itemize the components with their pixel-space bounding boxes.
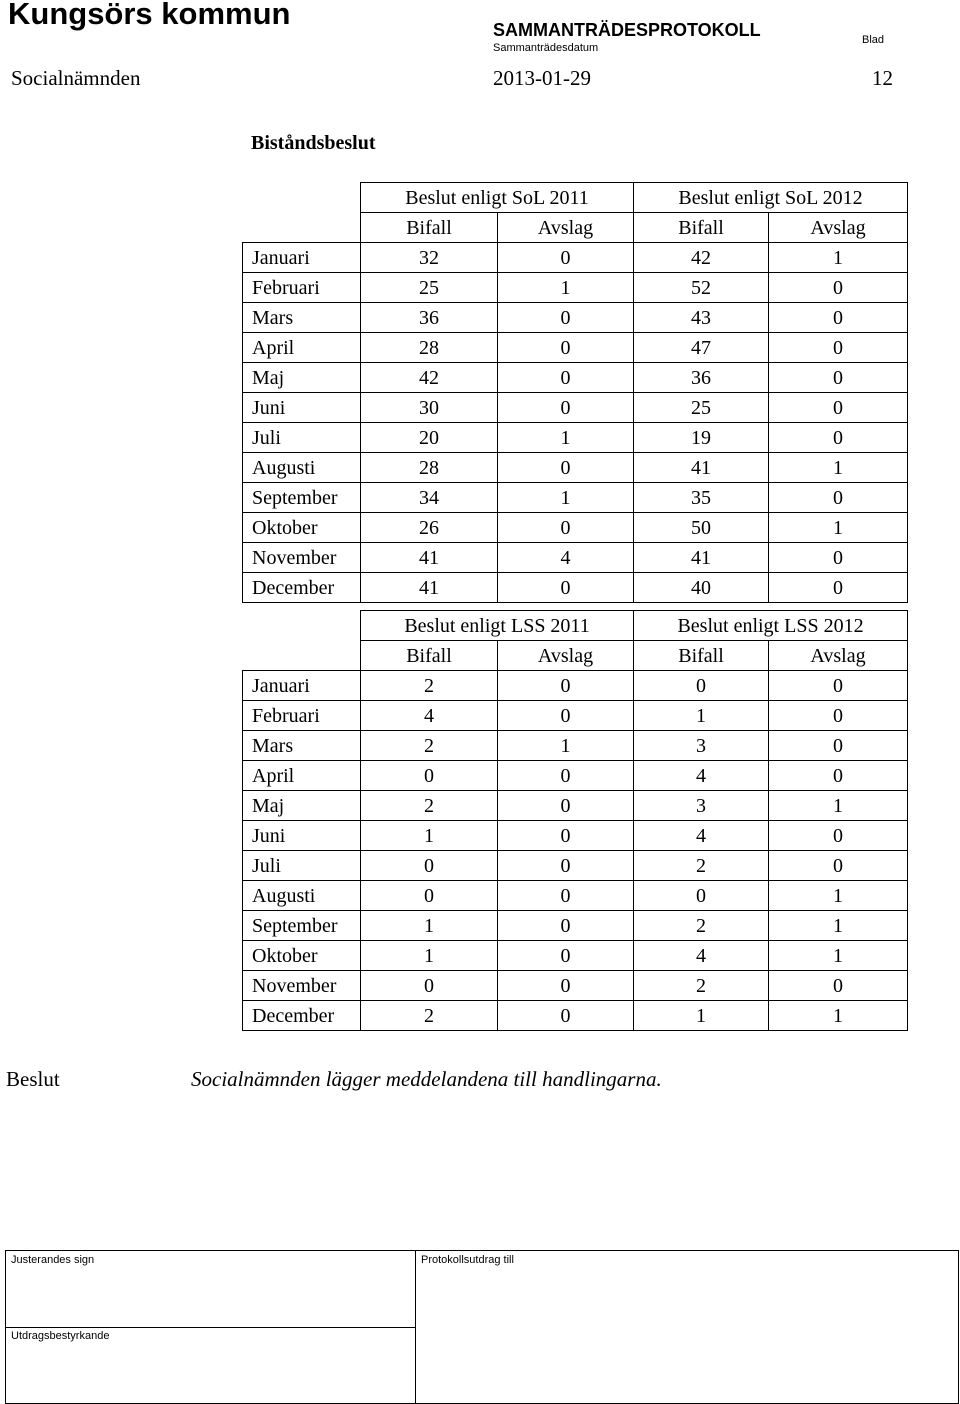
value-cell: 19 — [634, 423, 769, 453]
value-cell: 28 — [361, 453, 498, 483]
table-row — [243, 911, 908, 941]
value-cell: 0 — [498, 791, 634, 821]
value-cell: 0 — [769, 543, 908, 573]
value-cell: 42 — [634, 243, 769, 273]
group-header-row — [243, 611, 908, 641]
section-title: Biståndsbeslut — [251, 132, 376, 154]
month-cell: Juni — [243, 821, 361, 851]
subheader-row — [243, 641, 908, 671]
value-cell: 4 — [361, 701, 498, 731]
value-cell: 0 — [498, 1001, 634, 1031]
value-cell: 0 — [361, 761, 498, 791]
value-cell: 0 — [769, 821, 908, 851]
table-row — [243, 423, 908, 453]
value-cell: 0 — [498, 881, 634, 911]
sol-table-body — [243, 183, 908, 603]
value-cell: 0 — [769, 701, 908, 731]
column-header: Avslag — [769, 213, 908, 243]
value-cell: 1 — [361, 941, 498, 971]
lss-table-body — [243, 611, 908, 1031]
value-cell: 0 — [498, 453, 634, 483]
month-cell: Februari — [243, 701, 361, 731]
month-cell: Juli — [243, 423, 361, 453]
value-cell: 1 — [498, 273, 634, 303]
footer-divider-vertical — [415, 1251, 416, 1403]
table-row — [243, 881, 908, 911]
extract-to-label: Protokollsutdrag till — [421, 1254, 514, 1266]
month-cell: Maj — [243, 791, 361, 821]
value-cell: 30 — [361, 393, 498, 423]
group-header-row — [243, 183, 908, 213]
value-cell: 1 — [769, 1001, 908, 1031]
value-cell: 0 — [498, 303, 634, 333]
value-cell: 0 — [769, 761, 908, 791]
value-cell: 35 — [634, 483, 769, 513]
month-cell: April — [243, 333, 361, 363]
footer-divider-horizontal — [6, 1327, 415, 1328]
value-cell: 2 — [634, 971, 769, 1001]
value-cell: 0 — [498, 243, 634, 273]
month-cell: Maj — [243, 363, 361, 393]
value-cell: 47 — [634, 333, 769, 363]
value-cell: 32 — [361, 243, 498, 273]
value-cell: 52 — [634, 273, 769, 303]
value-cell: 0 — [634, 881, 769, 911]
decision-label: Beslut — [6, 1067, 60, 1091]
value-cell: 41 — [634, 543, 769, 573]
month-cell: Juli — [243, 851, 361, 881]
value-cell: 43 — [634, 303, 769, 333]
value-cell: 0 — [498, 971, 634, 1001]
value-cell: 36 — [361, 303, 498, 333]
value-cell: 41 — [361, 573, 498, 603]
value-cell: 1 — [769, 791, 908, 821]
corner-cell — [243, 641, 361, 671]
value-cell: 1 — [769, 453, 908, 483]
month-cell: November — [243, 971, 361, 1001]
table-row — [243, 243, 908, 273]
value-cell: 0 — [361, 881, 498, 911]
value-cell: 0 — [498, 573, 634, 603]
table-row — [243, 701, 908, 731]
table-row — [243, 393, 908, 423]
column-header: Avslag — [498, 213, 634, 243]
month-cell: December — [243, 573, 361, 603]
column-header: Bifall — [361, 641, 498, 671]
column-header: Bifall — [634, 641, 769, 671]
organization-name: Kungsörs kommun — [8, 0, 291, 31]
committee-name: Socialnämnden — [11, 66, 141, 90]
table-row — [243, 453, 908, 483]
value-cell: 1 — [361, 911, 498, 941]
value-cell: 0 — [361, 851, 498, 881]
table-row — [243, 363, 908, 393]
value-cell: 0 — [498, 821, 634, 851]
column-header: Avslag — [769, 641, 908, 671]
value-cell: 20 — [361, 423, 498, 453]
value-cell: 0 — [498, 513, 634, 543]
column-header: Avslag — [498, 641, 634, 671]
table-row — [243, 731, 908, 761]
value-cell: 0 — [769, 851, 908, 881]
month-cell: Februari — [243, 273, 361, 303]
table-row — [243, 573, 908, 603]
value-cell: 36 — [634, 363, 769, 393]
page-number: 12 — [872, 66, 893, 90]
column-header: Bifall — [361, 213, 498, 243]
month-cell: December — [243, 1001, 361, 1031]
table-row — [243, 971, 908, 1001]
value-cell: 1 — [769, 911, 908, 941]
value-cell: 28 — [361, 333, 498, 363]
value-cell: 0 — [498, 941, 634, 971]
value-cell: 0 — [769, 363, 908, 393]
value-cell: 0 — [769, 303, 908, 333]
month-cell: Januari — [243, 243, 361, 273]
value-cell: 0 — [498, 363, 634, 393]
month-cell: Oktober — [243, 513, 361, 543]
month-cell: September — [243, 911, 361, 941]
table-row — [243, 513, 908, 543]
value-cell: 1 — [498, 423, 634, 453]
group-header: Beslut enligt LSS 2012 — [634, 611, 908, 641]
month-cell: Mars — [243, 303, 361, 333]
value-cell: 25 — [634, 393, 769, 423]
value-cell: 0 — [769, 671, 908, 701]
value-cell: 0 — [769, 731, 908, 761]
table-row — [243, 273, 908, 303]
month-cell: Mars — [243, 731, 361, 761]
table-row — [243, 333, 908, 363]
value-cell: 41 — [634, 453, 769, 483]
page-label: Blad — [862, 34, 885, 46]
table-row — [243, 483, 908, 513]
value-cell: 0 — [498, 761, 634, 791]
value-cell: 42 — [361, 363, 498, 393]
value-cell: 0 — [634, 671, 769, 701]
value-cell: 0 — [769, 273, 908, 303]
value-cell: 40 — [634, 573, 769, 603]
value-cell: 0 — [498, 393, 634, 423]
value-cell: 1 — [498, 731, 634, 761]
meeting-date: 2013-01-29 — [493, 66, 591, 90]
document-type: SAMMANTRÄDESPROTOKOLL — [493, 20, 761, 40]
signature-footer — [5, 1250, 959, 1404]
value-cell: 26 — [361, 513, 498, 543]
value-cell: 4 — [634, 761, 769, 791]
table-row — [243, 821, 908, 851]
value-cell: 2 — [361, 1001, 498, 1031]
meeting-date-label: Sammanträdesdatum — [493, 42, 599, 54]
value-cell: 0 — [498, 911, 634, 941]
month-cell: April — [243, 761, 361, 791]
value-cell: 1 — [634, 701, 769, 731]
month-cell: Juni — [243, 393, 361, 423]
table-row — [243, 1001, 908, 1031]
value-cell: 3 — [634, 731, 769, 761]
value-cell: 0 — [769, 971, 908, 1001]
value-cell: 0 — [498, 701, 634, 731]
adjusters-sign-label: Justerandes sign — [11, 1254, 95, 1266]
value-cell: 50 — [634, 513, 769, 543]
table-row — [243, 543, 908, 573]
value-cell: 34 — [361, 483, 498, 513]
subheader-row — [243, 213, 908, 243]
value-cell: 2 — [361, 671, 498, 701]
table-row — [243, 941, 908, 971]
value-cell: 0 — [498, 851, 634, 881]
value-cell: 1 — [498, 483, 634, 513]
value-cell: 4 — [634, 941, 769, 971]
group-header: Beslut enligt SoL 2011 — [361, 183, 634, 213]
table-row — [243, 671, 908, 701]
value-cell: 41 — [361, 543, 498, 573]
value-cell: 1 — [634, 1001, 769, 1031]
column-header: Bifall — [634, 213, 769, 243]
decision-text: Socialnämnden lägger meddelandena till handlingarna. — [191, 1067, 662, 1091]
group-header: Beslut enligt LSS 2011 — [361, 611, 634, 641]
value-cell: 0 — [769, 483, 908, 513]
extract-certification-label: Utdragsbestyrkande — [11, 1330, 110, 1342]
value-cell: 25 — [361, 273, 498, 303]
value-cell: 0 — [498, 671, 634, 701]
value-cell: 0 — [361, 971, 498, 1001]
value-cell: 0 — [498, 333, 634, 363]
month-cell: Januari — [243, 671, 361, 701]
value-cell: 2 — [361, 731, 498, 761]
value-cell: 1 — [769, 881, 908, 911]
value-cell: 0 — [769, 333, 908, 363]
corner-cell — [243, 213, 361, 243]
sol-decisions-table — [242, 182, 908, 603]
value-cell: 2 — [634, 851, 769, 881]
month-cell: Augusti — [243, 453, 361, 483]
value-cell: 4 — [634, 821, 769, 851]
month-cell: September — [243, 483, 361, 513]
table-row — [243, 761, 908, 791]
corner-cell — [243, 611, 361, 641]
group-header: Beslut enligt SoL 2012 — [634, 183, 908, 213]
value-cell: 1 — [361, 821, 498, 851]
value-cell: 2 — [634, 911, 769, 941]
value-cell: 1 — [769, 513, 908, 543]
month-cell: Augusti — [243, 881, 361, 911]
value-cell: 3 — [634, 791, 769, 821]
table-row — [243, 851, 908, 881]
month-cell: Oktober — [243, 941, 361, 971]
month-cell: November — [243, 543, 361, 573]
value-cell: 1 — [769, 941, 908, 971]
table-row — [243, 303, 908, 333]
table-row — [243, 791, 908, 821]
value-cell: 0 — [769, 573, 908, 603]
corner-cell — [243, 183, 361, 213]
value-cell: 1 — [769, 243, 908, 273]
value-cell: 2 — [361, 791, 498, 821]
value-cell: 4 — [498, 543, 634, 573]
lss-decisions-table — [242, 610, 908, 1031]
value-cell: 0 — [769, 393, 908, 423]
value-cell: 0 — [769, 423, 908, 453]
